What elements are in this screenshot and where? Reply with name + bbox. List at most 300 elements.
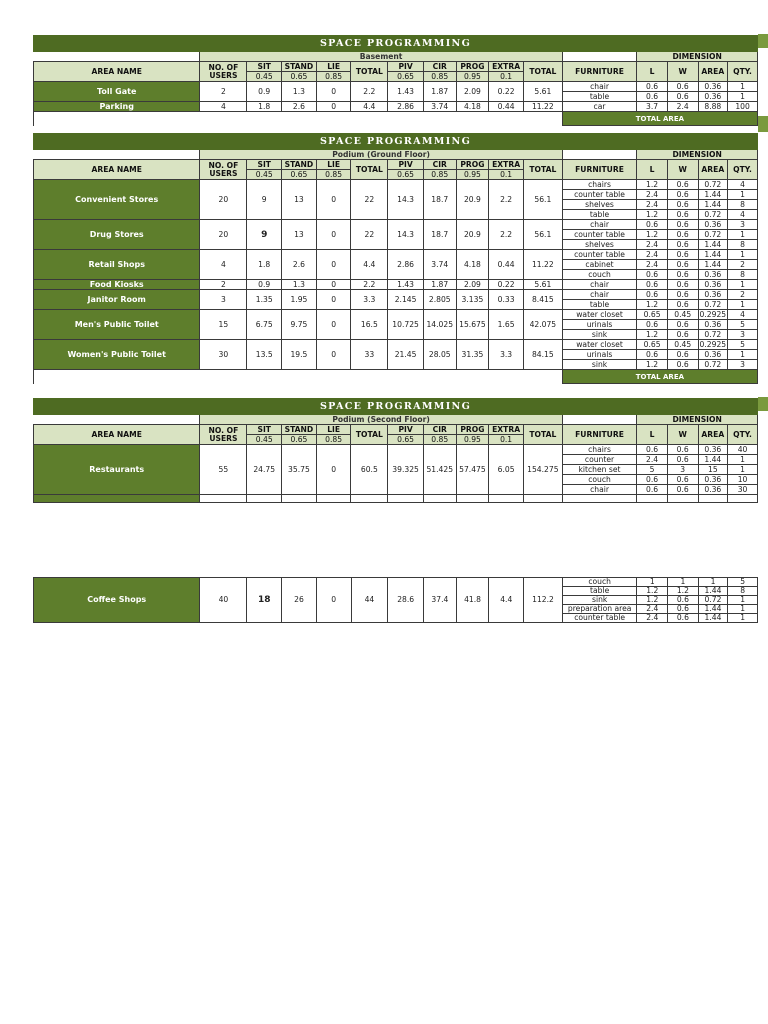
furniture-qty: 1 [728,82,758,92]
table-row [34,290,758,300]
col-sit: SIT [247,62,282,72]
furniture-item: table [562,210,637,220]
furniture-width: 1.2 [668,587,699,596]
lie-cell: 0 [316,180,351,220]
space-programming-table [33,398,758,503]
users-cell: 2 [200,280,247,290]
lie-cell: 0 [316,340,351,370]
furniture-item: couch [562,578,637,587]
furniture-qty: 1 [728,614,758,623]
furniture-item: shelves [562,240,637,250]
prog-cell: 4.18 [456,250,489,280]
furniture-item: sink [562,330,637,340]
furniture-qty: 10 [728,475,758,485]
furniture-area: 0.36 [698,92,728,102]
piv-cell: 2.86 [388,102,424,112]
stand-cell: 1.95 [282,290,317,310]
stand-cell: 1.3 [282,280,317,290]
blank-cell [562,52,637,62]
users-cell: 4 [200,250,247,280]
table-row [34,220,758,230]
furniture-width: 0.6 [667,92,698,102]
empty-cell [489,495,524,503]
factor-extra: 0.1 [489,435,524,445]
area-name-cell: Food Kiosks [34,280,200,290]
col-w: W [667,160,698,180]
table-row [34,180,758,190]
users-cell: 55 [200,445,247,495]
table-row [34,280,758,290]
furniture-item: shelves [562,200,637,210]
col-prog: PROG [456,160,489,170]
furniture-item: urinals [562,350,637,360]
empty-cell [523,495,562,503]
furniture-area: 1.44 [698,240,728,250]
area-name-cell: Men's Public Toilet [34,310,200,340]
furniture-length: 1.2 [637,587,668,596]
empty-cell [247,495,282,503]
furniture-qty: 5 [728,320,758,330]
furniture-area: 1.44 [698,605,728,614]
furniture-area: 1.44 [698,260,728,270]
prog-cell: 41.8 [456,578,489,623]
extra-cell: 0.44 [489,250,524,280]
furniture-width: 0.6 [667,250,698,260]
furniture-length: 1 [637,578,668,587]
prog-cell: 31.35 [456,340,489,370]
table-row [34,578,758,587]
empty-cell [282,495,317,503]
col-l: L [637,425,668,445]
total-cell: 3.3 [351,290,388,310]
col-lie: LIE [316,62,351,72]
area-name-cell: Convenient Stores [34,180,200,220]
furniture-width: 0.45 [667,310,698,320]
furniture-qty: 1 [728,350,758,360]
lie-cell: 0 [316,220,351,250]
grand-total-cell: 8.415 [523,290,562,310]
total-cell: 4.4 [351,102,388,112]
furniture-qty: 1 [728,250,758,260]
section-subtitle: Podium (Ground Floor) [200,150,562,160]
furniture-qty: 2 [728,260,758,270]
factor-stand: 0.65 [282,72,317,82]
col-stand: STAND [282,62,317,72]
furniture-area: 1.44 [698,587,728,596]
furniture-length: 1.2 [637,210,668,220]
grand-total-cell: 56.1 [523,180,562,220]
table-row [34,250,758,260]
col-l: L [637,62,668,82]
furniture-qty: 1 [728,596,758,605]
furniture-length: 0.6 [637,350,668,360]
factor-stand: 0.65 [282,435,317,445]
furniture-qty: 2 [728,290,758,300]
furniture-length: 2.4 [637,260,668,270]
stand-cell: 19.5 [282,340,317,370]
col-piv: PIV [388,62,424,72]
factor-piv: 0.65 [388,72,424,82]
factor-lie: 0.85 [316,170,351,180]
prog-cell: 20.9 [456,180,489,220]
furniture-item: chair [562,220,637,230]
furniture-area: 0.36 [698,290,728,300]
total-cell: 44 [351,578,388,623]
furniture-item: kitchen set [562,465,637,475]
piv-cell: 14.3 [388,180,424,220]
furniture-qty: 3 [728,330,758,340]
prog-cell: 2.09 [456,280,489,290]
grand-total-cell: 11.22 [523,102,562,112]
furniture-length: 0.6 [637,290,668,300]
dimension-header: DIMENSION [637,52,758,62]
furniture-length: 2.4 [637,190,668,200]
space-programming-table [33,133,758,384]
furniture-area: 1.44 [698,455,728,465]
grand-total-cell: 112.2 [524,578,563,623]
empty-cell [351,495,388,503]
col-cir: CIR [423,62,456,72]
furniture-area: 0.36 [698,280,728,290]
col-extra: EXTRA [489,62,524,72]
col-qty: QTY. [728,160,758,180]
col-sit: SIT [247,425,282,435]
furniture-width: 3 [667,465,698,475]
furniture-area: 0.72 [698,596,728,605]
section-title: SPACE PROGRAMMING [34,36,758,52]
furniture-width: 0.6 [667,445,698,455]
factor-piv: 0.65 [388,435,424,445]
title-band-extension [758,34,768,48]
cir-cell: 28.05 [423,340,456,370]
furniture-area: 1.44 [698,200,728,210]
cir-cell: 1.87 [423,280,456,290]
ground-floor-section [33,133,758,384]
blank-cell [34,370,563,384]
col-w: W [667,425,698,445]
furniture-area: 0.36 [698,475,728,485]
furniture-qty: 1 [728,230,758,240]
col-no-of-users: NO. OF USERS [200,62,247,82]
piv-cell: 14.3 [388,220,424,250]
area-name-cell: Restaurants [34,445,200,495]
area-name-cell: Parking [34,102,200,112]
dimension-header: DIMENSION [637,150,758,160]
factor-cir: 0.85 [423,170,456,180]
cir-cell: 37.4 [424,578,457,623]
extra-cell: 1.65 [489,310,524,340]
col-cir: CIR [423,425,456,435]
furniture-area: 0.36 [698,220,728,230]
coffee-shops-block [33,577,758,623]
furniture-length: 0.6 [637,82,668,92]
furniture-area: 0.36 [698,82,728,92]
factor-stand: 0.65 [282,170,317,180]
blank-cell [562,415,637,425]
col-stand: STAND [282,425,317,435]
lie-cell: 0 [316,445,351,495]
furniture-width: 0.6 [668,614,699,623]
col-prog: PROG [456,62,489,72]
lie-cell: 0 [316,82,351,102]
space-programming-table [33,35,758,126]
cir-cell: 2.805 [423,290,456,310]
col-grand-total: TOTAL [523,62,562,82]
furniture-item: sink [562,360,637,370]
prog-cell: 20.9 [456,220,489,250]
furniture-item: counter table [562,614,637,623]
furniture-width: 0.6 [667,190,698,200]
furniture-item: table [562,92,637,102]
furniture-width: 2.4 [667,102,698,112]
total-cell: 22 [351,220,388,250]
furniture-item: chairs [562,180,637,190]
col-extra: EXTRA [489,160,524,170]
col-area-name: AREA NAME [34,62,200,82]
furniture-qty: 3 [728,360,758,370]
furniture-width: 0.6 [667,280,698,290]
furniture-item: preparation area [562,605,637,614]
furniture-item: couch [562,270,637,280]
furniture-length: 3.7 [637,102,668,112]
sit-cell: 1.35 [247,290,282,310]
col-qty: QTY. [728,425,758,445]
col-area: AREA [698,62,728,82]
users-cell: 2 [200,82,247,102]
factor-cir: 0.85 [423,435,456,445]
lie-cell: 0 [316,290,351,310]
furniture-area: 1.44 [698,614,728,623]
furniture-qty: 1 [728,300,758,310]
users-cell: 30 [200,340,247,370]
title-band-extension [758,397,768,411]
cir-cell: 3.74 [423,102,456,112]
empty-cell [388,495,424,503]
table-row [34,310,758,320]
furniture-qty: 1 [728,280,758,290]
furniture-area: 0.36 [698,270,728,280]
stand-cell: 2.6 [282,250,317,280]
empty-cell [316,495,351,503]
factor-prog: 0.95 [456,435,489,445]
furniture-qty: 1 [728,455,758,465]
furniture-item: sink [562,596,637,605]
furniture-length: 0.65 [637,340,668,350]
furniture-width: 0.6 [667,320,698,330]
prog-cell: 15.675 [456,310,489,340]
furniture-length: 2.4 [637,455,668,465]
cir-cell: 3.74 [423,250,456,280]
sit-cell: 1.8 [247,102,282,112]
furniture-area: 1.44 [698,190,728,200]
col-area-name: AREA NAME [34,425,200,445]
furniture-length: 2.4 [637,605,668,614]
extra-cell: 2.2 [489,220,524,250]
extra-cell: 6.05 [489,445,524,495]
col-qty: QTY. [728,62,758,82]
furniture-qty: 3 [728,220,758,230]
furniture-length: 2.4 [637,200,668,210]
piv-cell: 2.145 [388,290,424,310]
lie-cell: 0 [316,578,351,623]
furniture-area: 0.2925 [699,339,727,349]
cir-cell: 1.87 [423,82,456,102]
factor-sit: 0.45 [247,170,282,180]
area-name-cell: Retail Shops [34,250,200,280]
furniture-qty: 40 [728,445,758,455]
furniture-area: 0.72 [698,230,728,240]
empty-cell [562,495,637,503]
factor-piv: 0.65 [388,170,424,180]
furniture-item: table [562,300,637,310]
factor-lie: 0.85 [316,72,351,82]
furniture-item: water closet [562,310,637,320]
furniture-item: chair [562,82,637,92]
prog-cell: 4.18 [456,102,489,112]
piv-cell: 2.86 [388,250,424,280]
furniture-length: 2.4 [637,240,668,250]
furniture-qty: 4 [728,210,758,220]
col-prog: PROG [456,425,489,435]
grand-total-cell: 42.075 [523,310,562,340]
col-no-of-users: NO. OF USERS [200,425,247,445]
furniture-width: 0.6 [667,240,698,250]
users-cell: 4 [200,102,247,112]
coffee-shops-table [33,577,758,623]
cir-cell: 51.425 [423,445,456,495]
furniture-width: 0.45 [667,340,698,350]
furniture-width: 0.6 [667,82,698,92]
furniture-width: 0.6 [667,180,698,190]
furniture-item: table [562,587,637,596]
furniture-item: chairs [562,445,637,455]
furniture-area: 8.88 [698,102,728,112]
blank-cell [562,150,637,160]
furniture-area: 0.36 [698,320,728,330]
furniture-width: 0.6 [667,485,698,495]
furniture-area: 0.36 [698,485,728,495]
grand-total-cell: 5.61 [523,280,562,290]
furniture-area: 0.72 [698,210,728,220]
col-total: TOTAL [351,425,388,445]
furniture-area: 0.72 [698,300,728,310]
section-title: SPACE PROGRAMMING [34,399,758,415]
piv-cell: 10.725 [388,310,424,340]
furniture-area: 0.72 [698,330,728,340]
piv-cell: 21.45 [388,340,424,370]
col-furniture: FURNITURE [562,62,637,82]
factor-prog: 0.95 [456,72,489,82]
total-cell: 16.5 [351,310,388,340]
furniture-width: 0.6 [667,200,698,210]
section-subtitle: Podium (Second Floor) [200,415,562,425]
furniture-item: chair [562,290,637,300]
stand-cell: 9.75 [282,310,317,340]
furniture-length: 0.6 [637,475,668,485]
empty-cell [637,495,668,503]
furniture-item: chair [562,280,637,290]
furniture-item: counter table [562,190,637,200]
users-cell: 3 [200,290,247,310]
furniture-length: 2.4 [637,250,668,260]
extra-cell: 0.33 [489,290,524,310]
sit-cell: 6.75 [247,310,282,340]
users-cell: 15 [200,310,247,340]
piv-cell: 28.6 [388,578,424,623]
extra-cell: 4.4 [489,578,524,623]
col-piv: PIV [388,425,424,435]
furniture-length: 0.6 [637,445,668,455]
prog-cell: 3.135 [456,290,489,310]
furniture-qty: 8 [728,270,758,280]
furniture-item: water closet [562,340,637,350]
extra-cell: 0.22 [489,280,524,290]
lie-cell: 0 [316,280,351,290]
dimension-header: DIMENSION [637,415,758,425]
furniture-qty: 1 [728,465,758,475]
furniture-qty: 1 [728,190,758,200]
stand-cell: 1.3 [282,82,317,102]
sit-cell: 0.9 [247,82,282,102]
furniture-item: cabinet [562,260,637,270]
furniture-qty: 5 [728,340,758,350]
total-cell: 22 [351,180,388,220]
col-l: L [637,160,668,180]
second-floor-section [33,398,758,503]
total-area-label: TOTAL AREA [562,370,757,384]
grand-total-cell: 11.22 [523,250,562,280]
furniture-qty: 8 [728,240,758,250]
furniture-qty: 100 [728,102,758,112]
col-w: W [667,62,698,82]
piv-cell: 39.325 [388,445,424,495]
cir-cell: 18.7 [423,180,456,220]
furniture-length: 1.2 [637,360,668,370]
col-sit: SIT [247,160,282,170]
factor-extra: 0.1 [489,170,524,180]
extra-cell: 2.2 [489,180,524,220]
furniture-width: 0.6 [667,290,698,300]
users-cell: 20 [200,220,247,250]
furniture-width: 0.6 [667,220,698,230]
area-name-cell: Drug Stores [34,220,200,250]
furniture-area: 0.36 [698,350,728,360]
col-extra: EXTRA [489,425,524,435]
furniture-qty: 5 [728,578,758,587]
section-title: SPACE PROGRAMMING [34,134,758,150]
lie-cell: 0 [316,310,351,340]
empty-cell [667,495,698,503]
sit-cell: 9 [247,180,282,220]
furniture-area: 15 [698,465,728,475]
stand-cell: 35.75 [282,445,317,495]
col-area-name: AREA NAME [34,160,200,180]
furniture-width: 0.6 [667,270,698,280]
furniture-qty: 30 [728,485,758,495]
furniture-item: couch [562,475,637,485]
factor-extra: 0.1 [489,72,524,82]
col-furniture: FURNITURE [562,160,637,180]
furniture-length: 0.6 [637,320,668,330]
prog-cell: 57.475 [456,445,489,495]
furniture-area: 0.72 [698,360,728,370]
grand-total-cell: 5.61 [523,82,562,102]
total-cell: 2.2 [351,82,388,102]
basement-section [33,35,758,126]
furniture-length: 2.4 [637,614,668,623]
col-area: AREA [698,425,728,445]
empty-cell [423,495,456,503]
